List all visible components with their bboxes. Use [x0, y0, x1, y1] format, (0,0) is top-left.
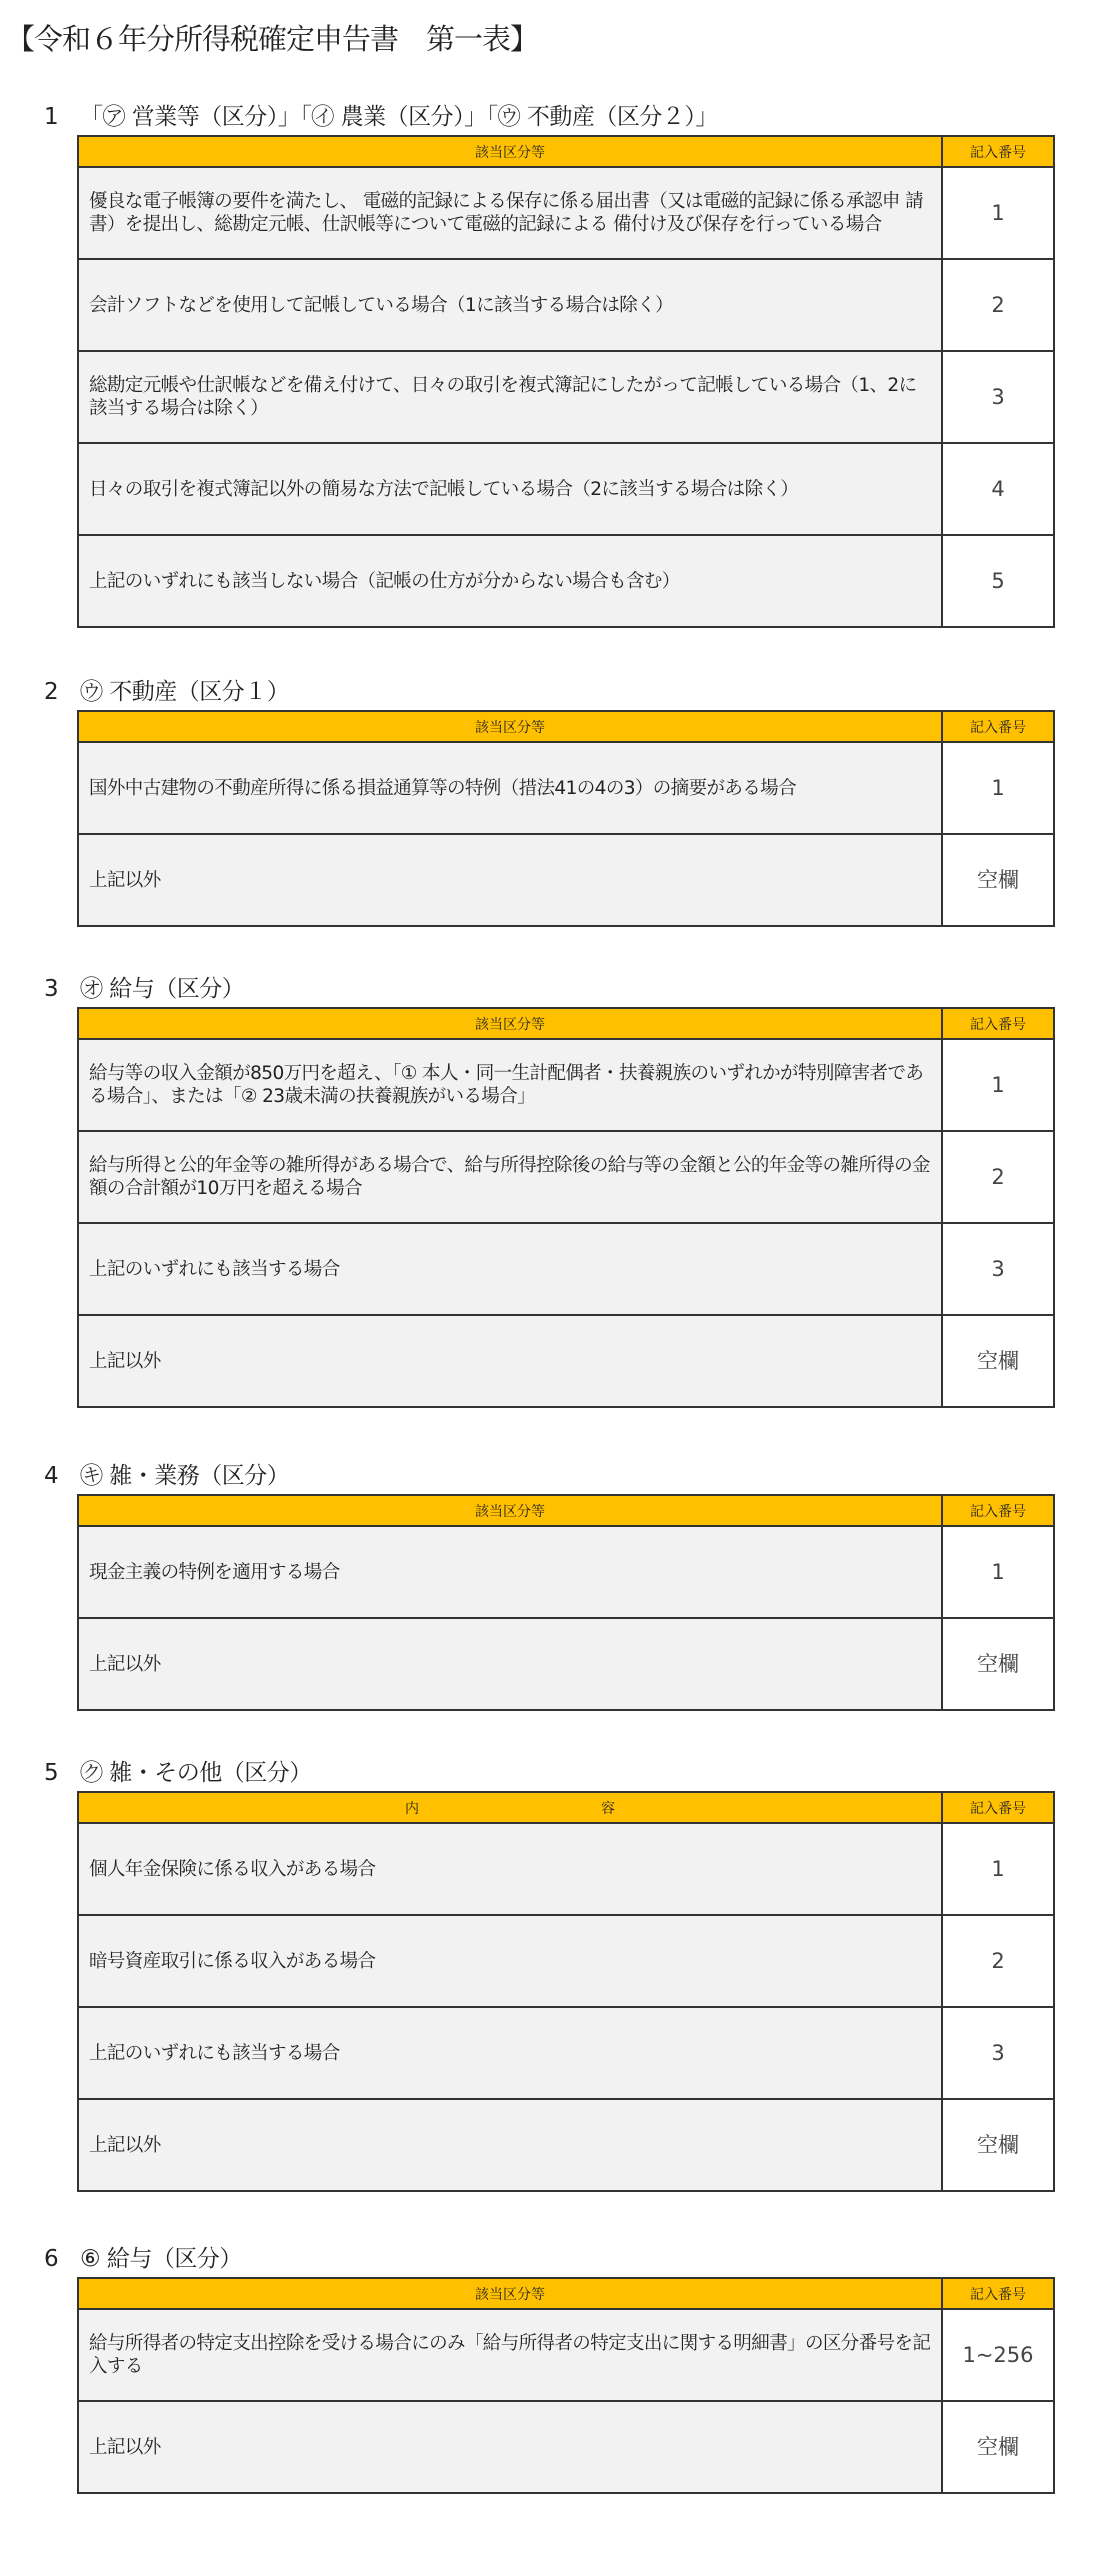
row-content: 上記のいずれにも該当しない場合（記帳の仕方が分からない場合も含む） — [78, 535, 942, 627]
column-header-code: 記入番号 — [942, 2278, 1054, 2309]
row-code: 2 — [942, 1131, 1054, 1223]
table-row — [78, 2007, 1054, 2099]
table-row — [78, 351, 1054, 443]
table-row — [78, 443, 1054, 535]
column-header-code: 記入番号 — [942, 711, 1054, 742]
table-row — [78, 1618, 1054, 1710]
table-row — [78, 742, 1054, 834]
row-content: 総勘定元帳や仕訳帳などを備え付けて、日々の取引を複式簿記にしたがって記帳している場合（1、2に該当する場合は除く） — [78, 351, 942, 443]
row-code: 1~256 — [942, 2309, 1054, 2401]
row-code: 空欄 — [942, 2099, 1054, 2191]
table-header-row — [78, 711, 1054, 742]
section-number: 2 — [44, 679, 59, 705]
table-header-row — [78, 1008, 1054, 1039]
row-code: 空欄 — [942, 1618, 1054, 1710]
table-header-row — [78, 1495, 1054, 1526]
section-heading — [44, 105, 718, 129]
table-row — [78, 167, 1054, 259]
row-content: 給与等の収入金額が850万円を超え、「① 本人・同一生計配偶者・扶養親族のいずれかが特別障害者である場合」、または「② 23歳未満の扶養親族がいる場合」 — [78, 1039, 942, 1131]
column-header-content: 該当区分等 — [78, 711, 942, 742]
classification-table — [77, 135, 1055, 628]
row-content: 上記のいずれにも該当する場合 — [78, 1223, 942, 1315]
section-heading — [44, 1761, 312, 1785]
row-content: 国外中古建物の不動産所得に係る損益通算等の特例（措法41の4の3）の摘要がある場合 — [78, 742, 942, 834]
column-header-code: 記入番号 — [942, 1008, 1054, 1039]
classification-table — [77, 710, 1055, 927]
row-code: 3 — [942, 1223, 1054, 1315]
column-header-content: 内 容 — [78, 1792, 942, 1823]
row-code: 3 — [942, 2007, 1054, 2099]
section-title: ㋗ 雑・その他（区分） — [80, 1760, 312, 1786]
classification-table — [77, 2277, 1055, 2494]
row-code: 5 — [942, 535, 1054, 627]
row-content: 日々の取引を複式簿記以外の簡易な方法で記帳している場合（2に該当する場合は除く） — [78, 443, 942, 535]
column-header-content: 該当区分等 — [78, 1495, 942, 1526]
row-code: 2 — [942, 259, 1054, 351]
section-number: 5 — [44, 1760, 59, 1786]
row-content: 優良な電子帳簿の要件を満たし、 電磁的記録による保存に係る届出書（又は電磁的記録に係る承認申 請書）を提出し、総勘定元帳、仕訳帳等について電磁的記録による 備付け及び保存を行っている場合 — [78, 167, 942, 259]
row-code: 1 — [942, 742, 1054, 834]
section-title: ㋔ 給与（区分） — [80, 976, 245, 1002]
table-row — [78, 1915, 1054, 2007]
section-heading — [44, 977, 244, 1001]
row-content: 個人年金保険に係る収入がある場合 — [78, 1823, 942, 1915]
row-content: 会計ソフトなどを使用して記帳している場合（1に該当する場合は除く） — [78, 259, 942, 351]
section-heading — [44, 2247, 242, 2271]
table-row — [78, 1315, 1054, 1407]
table-row — [78, 2309, 1054, 2401]
row-content: 上記以外 — [78, 2099, 942, 2191]
column-header-code: 記入番号 — [942, 1495, 1054, 1526]
classification-table — [77, 1007, 1055, 1408]
section-heading — [44, 1464, 289, 1488]
table-header-row — [78, 1792, 1054, 1823]
section-heading — [44, 680, 289, 704]
table-row — [78, 2401, 1054, 2493]
table-row — [78, 1223, 1054, 1315]
section-title: ㋖ 雑・業務（区分） — [80, 1463, 290, 1489]
section-number: 3 — [44, 976, 59, 1002]
row-code: 3 — [942, 351, 1054, 443]
section-title: 「㋐ 営業等（区分）」「㋑ 農業（区分）」「㋒ 不動産（区分２）」 — [80, 104, 718, 130]
table-row — [78, 1823, 1054, 1915]
row-content: 上記以外 — [78, 834, 942, 926]
classification-table — [77, 1791, 1055, 2192]
section-title: ㋒ 不動産（区分１） — [80, 679, 290, 705]
table-header-row — [78, 136, 1054, 167]
column-header-content: 該当区分等 — [78, 2278, 942, 2309]
section-number: 4 — [44, 1463, 59, 1489]
row-code: 4 — [942, 443, 1054, 535]
row-code: 空欄 — [942, 834, 1054, 926]
column-header-content: 該当区分等 — [78, 136, 942, 167]
table-row — [78, 2099, 1054, 2191]
row-code: 2 — [942, 1915, 1054, 2007]
table-row — [78, 1039, 1054, 1131]
row-content: 給与所得と公的年金等の雑所得がある場合で、給与所得控除後の給与等の金額と公的年金等の雑所得の金額の合計額が10万円を超える場合 — [78, 1131, 942, 1223]
row-code: 1 — [942, 1526, 1054, 1618]
section-number: 1 — [44, 104, 59, 130]
section-title: ⑥ 給与（区分） — [80, 2246, 242, 2272]
table-row — [78, 1131, 1054, 1223]
row-content: 上記以外 — [78, 1315, 942, 1407]
row-content: 上記以外 — [78, 2401, 942, 2493]
row-content: 現金主義の特例を適用する場合 — [78, 1526, 942, 1618]
table-row — [78, 834, 1054, 926]
table-header-row — [78, 2278, 1054, 2309]
table-row — [78, 535, 1054, 627]
row-content: 暗号資産取引に係る収入がある場合 — [78, 1915, 942, 2007]
column-header-code: 記入番号 — [942, 136, 1054, 167]
row-code: 空欄 — [942, 1315, 1054, 1407]
row-code: 空欄 — [942, 2401, 1054, 2493]
row-code: 1 — [942, 1039, 1054, 1131]
classification-table — [77, 1494, 1055, 1711]
column-header-code: 記入番号 — [942, 1792, 1054, 1823]
table-row — [78, 259, 1054, 351]
row-content: 上記以外 — [78, 1618, 942, 1710]
page-title: 【令和６年分所得税確定申告書 第一表】 — [6, 22, 539, 56]
row-code: 1 — [942, 167, 1054, 259]
row-content: 給与所得者の特定支出控除を受ける場合にのみ「給与所得者の特定支出に関する明細書」の区分番号を記入する — [78, 2309, 942, 2401]
row-code: 1 — [942, 1823, 1054, 1915]
row-content: 上記のいずれにも該当する場合 — [78, 2007, 942, 2099]
column-header-content: 該当区分等 — [78, 1008, 942, 1039]
table-row — [78, 1526, 1054, 1618]
section-number: 6 — [44, 2246, 59, 2272]
